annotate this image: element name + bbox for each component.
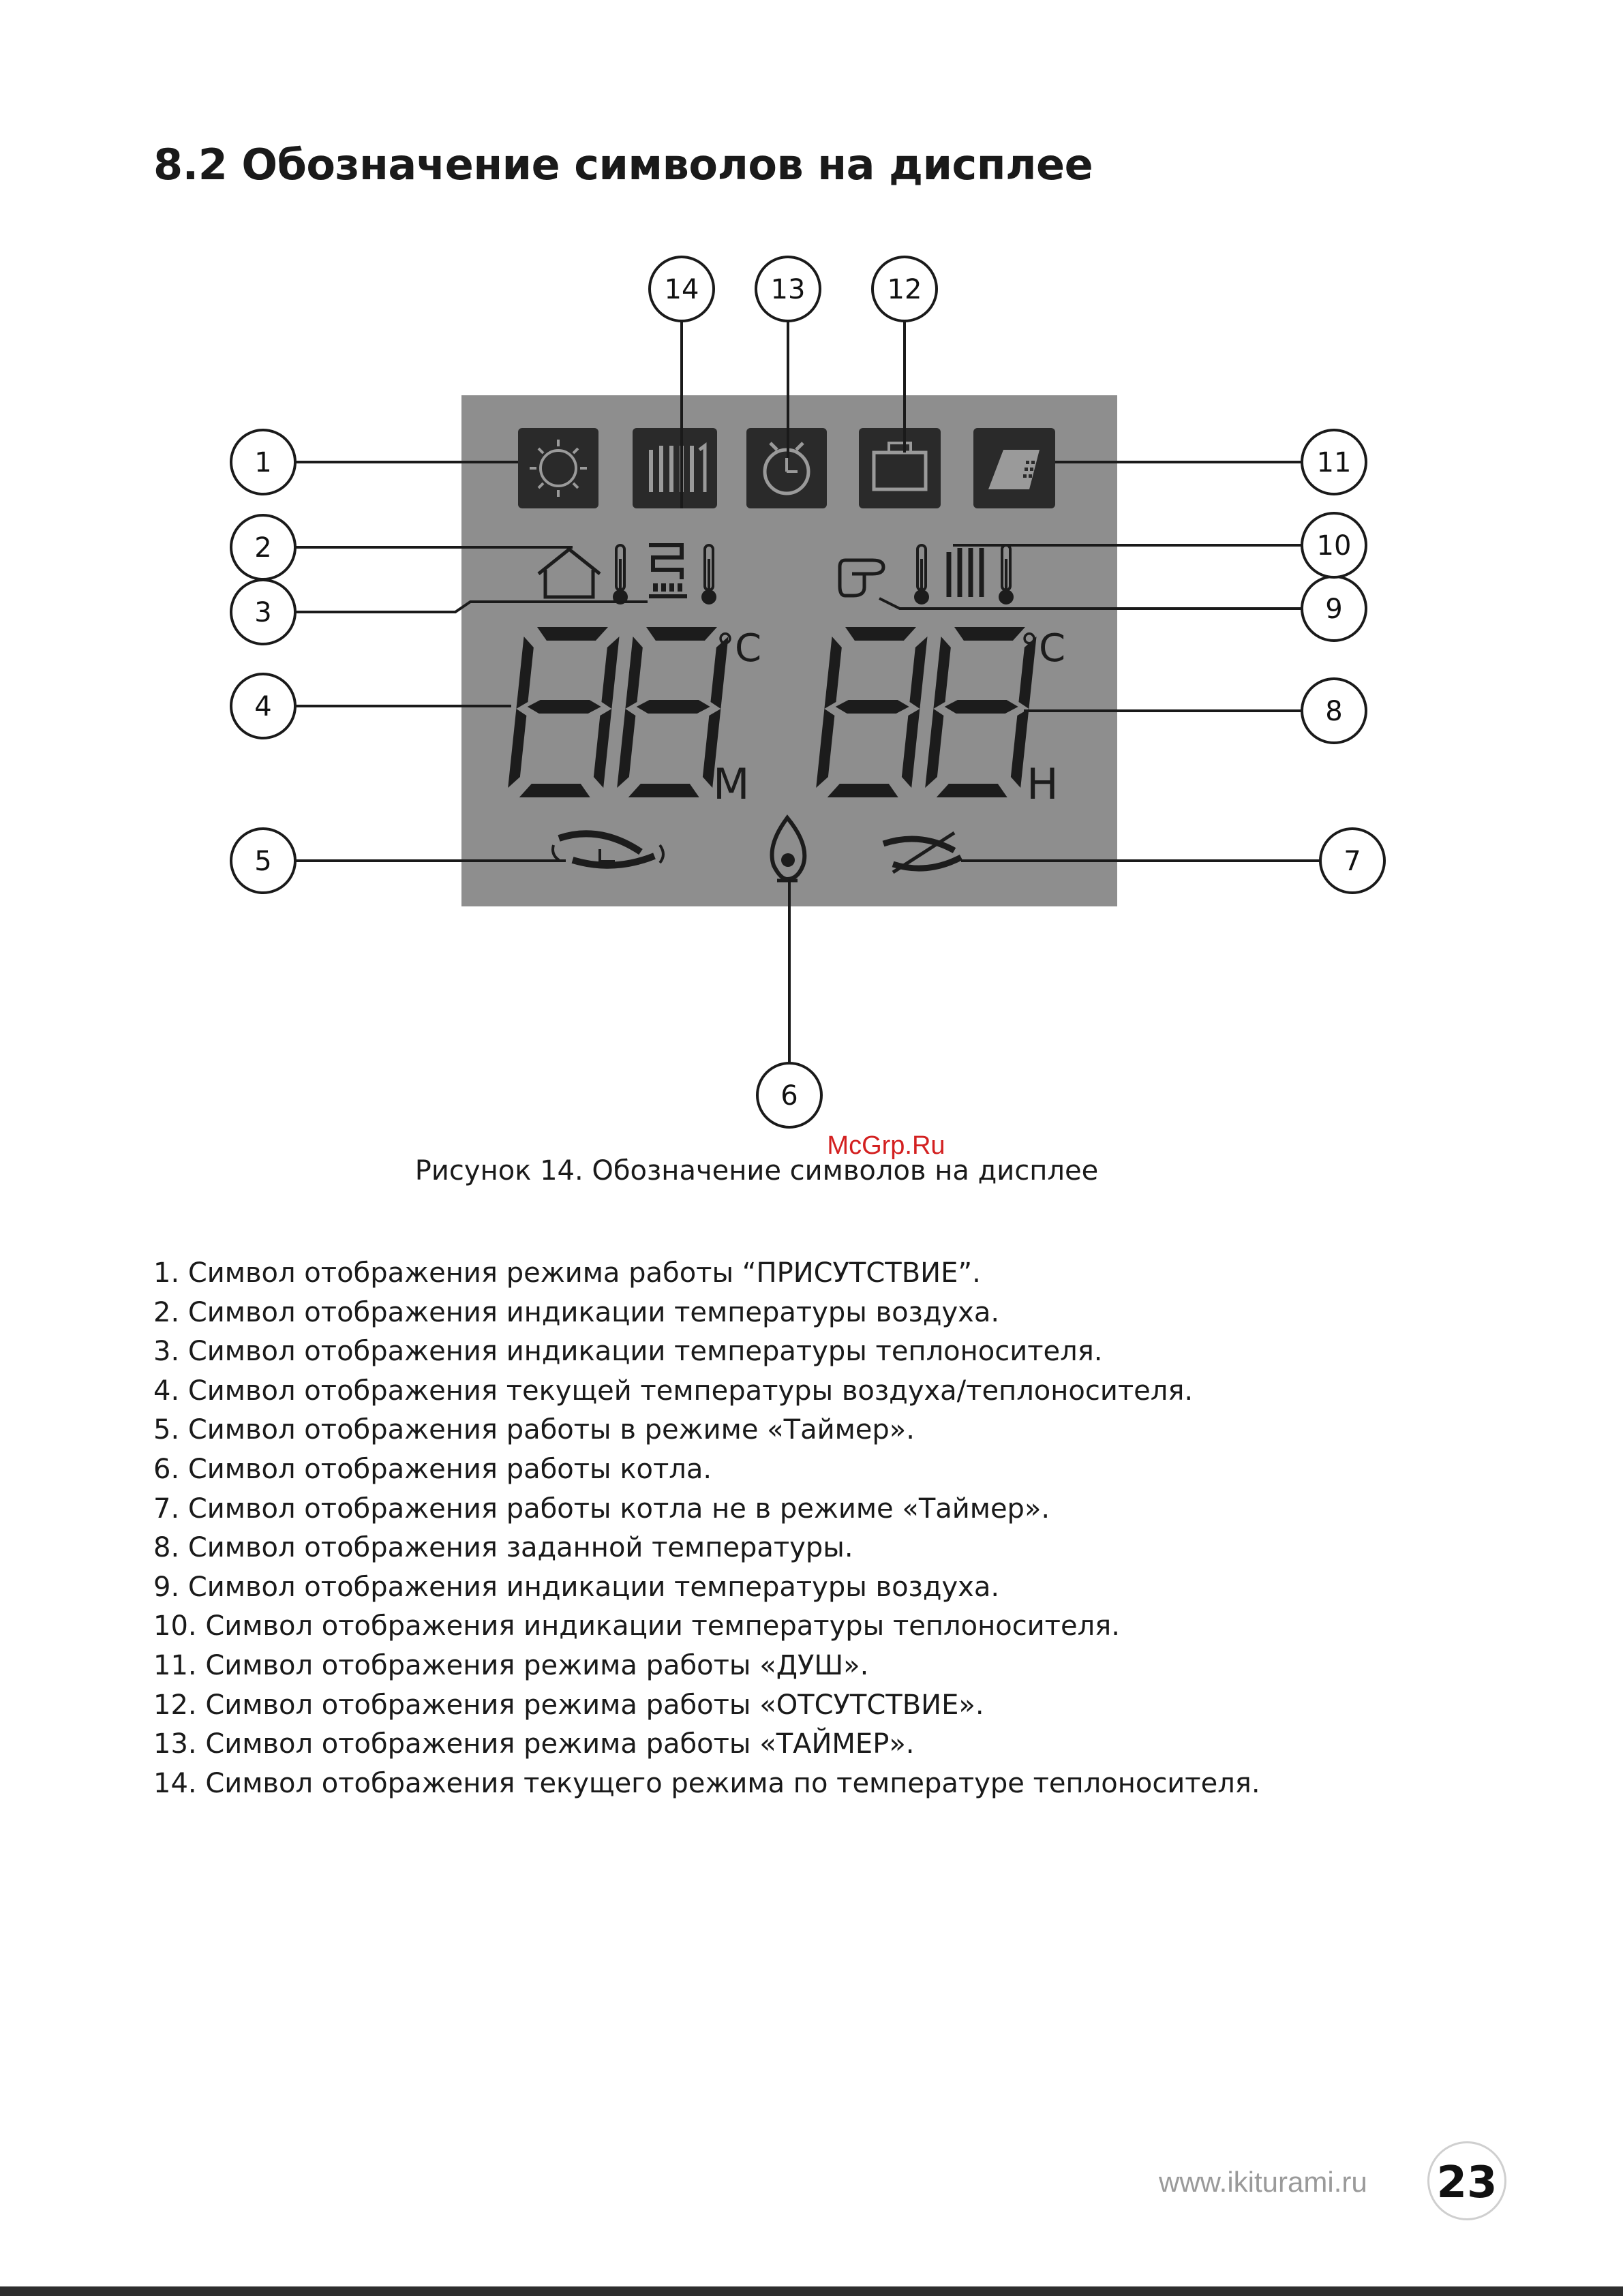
svg-text:13: 13 (770, 274, 806, 305)
callout-13 (756, 257, 820, 321)
symbol-legend (153, 1254, 1260, 1803)
svg-text:14: 14 (664, 274, 699, 305)
svg-text:2: 2 (254, 532, 272, 564)
legend-item: 10. Символ отображения индикации температуры теплоносителя. (153, 1610, 1120, 1642)
callout-10 (1302, 513, 1366, 577)
display-figure (0, 0, 1623, 1145)
bottom-bar (0, 2286, 1623, 2296)
website-link[interactable]: www.ikiturami.ru (1159, 2166, 1367, 2198)
svg-text:12: 12 (887, 274, 922, 305)
legend-item: 5. Символ отображения работы в режиме «Таймер». (153, 1414, 915, 1446)
callout-4 (231, 674, 295, 738)
callout-11 (1302, 430, 1366, 494)
legend-item: 13. Символ отображения режима работы «ТАЙМЕР». (153, 1728, 915, 1760)
svg-text:10: 10 (1316, 530, 1352, 562)
legend-item: 6. Символ отображения работы котла. (153, 1453, 712, 1485)
svg-text:1: 1 (254, 447, 272, 478)
callout-14 (650, 257, 714, 321)
svg-text:9: 9 (1325, 594, 1343, 625)
legend-item: 12. Символ отображения режима работы «ОТСУТСТВИЕ». (153, 1689, 984, 1721)
callout-9 (1302, 577, 1366, 641)
svg-text:7: 7 (1344, 846, 1361, 877)
legend-item: 2. Символ отображения индикации температуры воздуха. (153, 1296, 1000, 1328)
callout-8 (1302, 679, 1366, 743)
label-h: H (1027, 759, 1059, 809)
legend-item: 9. Символ отображения индикации температуры воздуха. (153, 1571, 1000, 1603)
page-number: 23 (1436, 2158, 1498, 2208)
svg-text:8: 8 (1325, 696, 1343, 727)
watermark: McGrp.Ru (827, 1131, 945, 1160)
callout-12 (873, 257, 937, 321)
legend-item: 3. Символ отображения индикации температуры теплоносителя. (153, 1336, 1103, 1368)
figure-caption: Рисунок 14. Обозначение символов на дисплее (414, 1155, 1099, 1187)
svg-text:11: 11 (1316, 447, 1352, 478)
svg-text:3: 3 (254, 597, 272, 628)
legend-item: 4. Символ отображения текущей температуры воздуха/теплоносителя. (153, 1375, 1194, 1407)
callout-6 (757, 1063, 821, 1127)
section-heading: 8.2 Обозначение символов на дисплее (153, 140, 1093, 189)
callout-7 (1320, 829, 1384, 893)
legend-item: 14. Символ отображения текущего режима по температуре теплоносителя. (153, 1767, 1260, 1799)
legend-item: 11. Символ отображения режима работы «ДУШ». (153, 1649, 869, 1681)
shower-icon (973, 428, 1055, 508)
callout-5 (231, 829, 295, 893)
legend-item: 1. Символ отображения режима работы “ПРИСУТСТВИЕ”. (153, 1257, 981, 1289)
sun-icon (518, 428, 598, 508)
svg-text:4: 4 (254, 691, 272, 722)
unit-left: °C (716, 626, 762, 671)
legend-item: 8. Символ отображения заданной температуры. (153, 1532, 853, 1564)
legend-item: 7. Символ отображения работы котла не в режиме «Таймер». (153, 1493, 1050, 1525)
callout-3 (231, 580, 295, 644)
callout-2 (231, 515, 295, 579)
radiator-mode-icon (633, 428, 717, 508)
callout-1 (231, 430, 295, 494)
suitcase-icon (859, 428, 941, 508)
label-m: M (713, 759, 750, 809)
svg-text:6: 6 (780, 1080, 798, 1112)
svg-text:5: 5 (254, 846, 272, 877)
unit-right: °C (1020, 626, 1066, 671)
